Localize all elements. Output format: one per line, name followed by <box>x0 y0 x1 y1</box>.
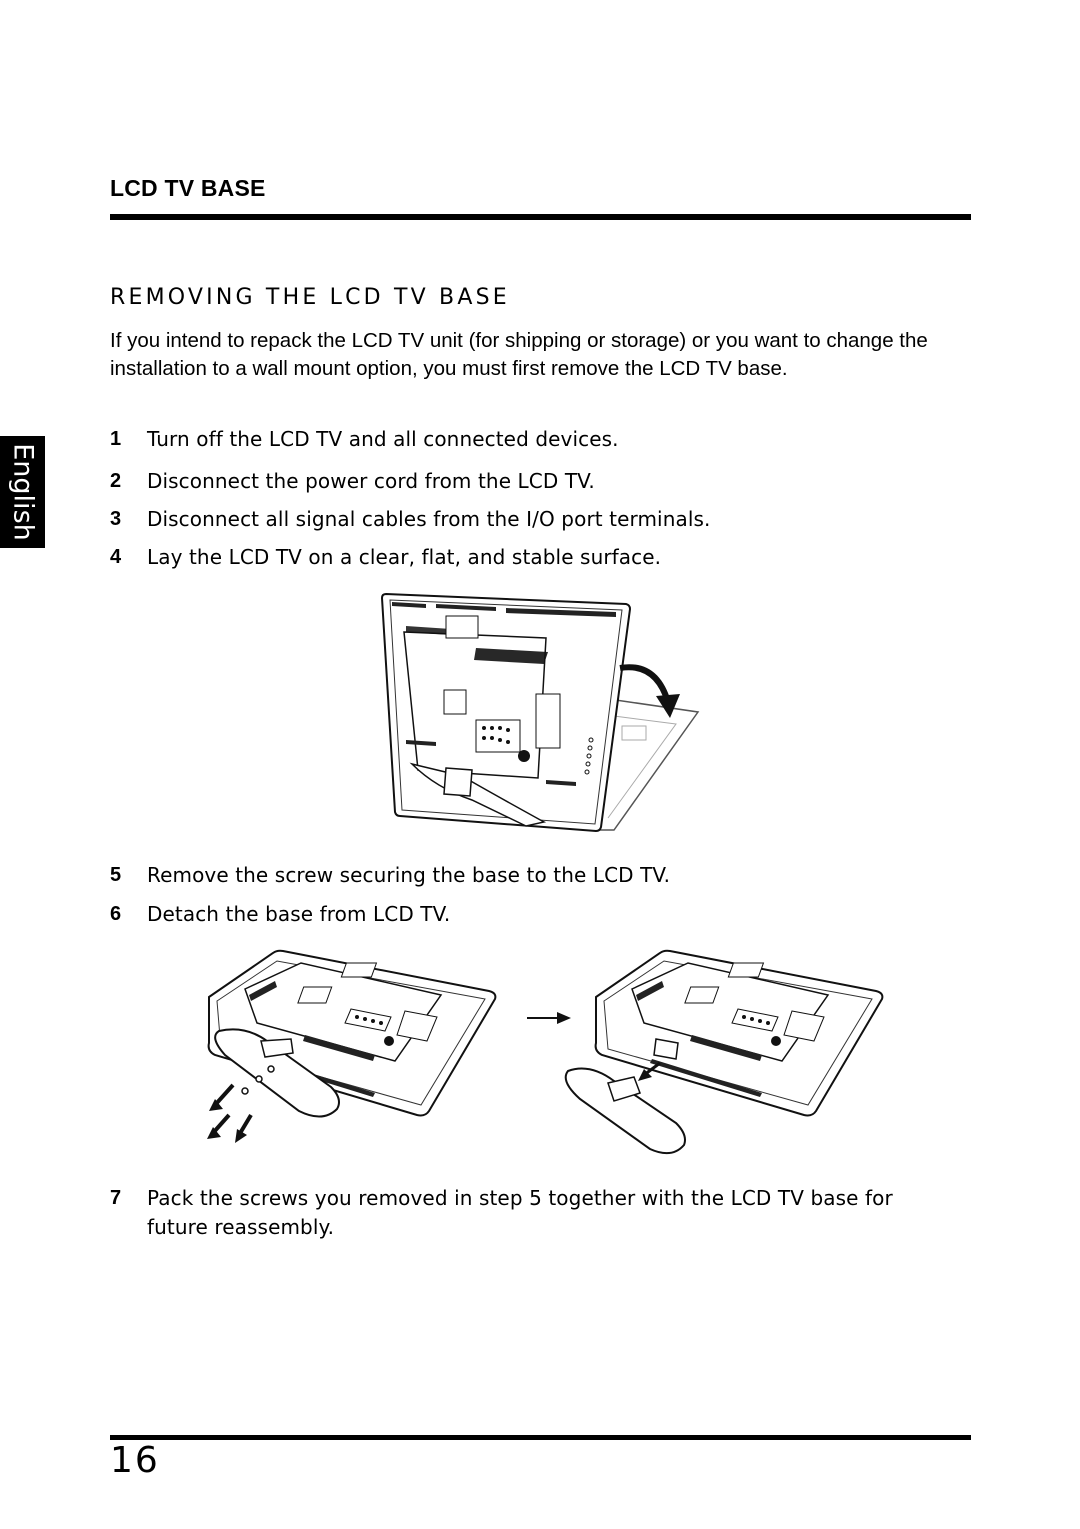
section-heading: LCD TV BASE <box>110 175 266 201</box>
step-number: 5 <box>110 864 122 886</box>
step-item <box>110 505 957 534</box>
detach-base-illustration <box>560 945 885 1160</box>
step-item <box>110 425 957 454</box>
step-item <box>110 1184 957 1242</box>
step-text: Pack the screws you removed in step 5 together with the LCD TV base for future reassembly. <box>147 1186 893 1239</box>
page-number: 16 <box>110 1440 160 1481</box>
step-number: 7 <box>110 1187 122 1209</box>
tv-laying-down-illustration <box>376 590 706 835</box>
remove-base-screws-illustration <box>205 945 497 1145</box>
subsection-heading: REMOVING THE LCD TV BASE <box>110 285 510 310</box>
language-tab-label: English <box>7 443 38 541</box>
step-number: 4 <box>110 546 122 568</box>
step-text: Detach the base from LCD TV. <box>147 902 451 926</box>
step-number: 1 <box>110 428 122 450</box>
step-text: Turn off the LCD TV and all connected devices. <box>147 427 619 451</box>
heading-rule <box>110 214 971 220</box>
intro-paragraph: If you intend to repack the LCD TV unit (for shipping or storage) or you want to change the installation to a wall mount option, you must first remove the LCD TV base. <box>110 329 928 380</box>
step-item <box>110 900 957 929</box>
step-text: Remove the screw securing the base to the LCD TV. <box>147 863 671 887</box>
step-text: Disconnect the power cord from the LCD TV. <box>147 469 595 493</box>
step-item <box>110 861 957 890</box>
language-tab <box>0 436 45 548</box>
step-item <box>110 543 957 572</box>
footer-rule <box>110 1435 971 1440</box>
step-number: 2 <box>110 470 122 492</box>
step-text: Lay the LCD TV on a clear, flat, and stable surface. <box>147 545 662 569</box>
step-text: Disconnect all signal cables from the I/O port terminals. <box>147 507 711 531</box>
step-item <box>110 467 957 496</box>
step-number: 3 <box>110 508 122 530</box>
step-number: 6 <box>110 903 122 925</box>
